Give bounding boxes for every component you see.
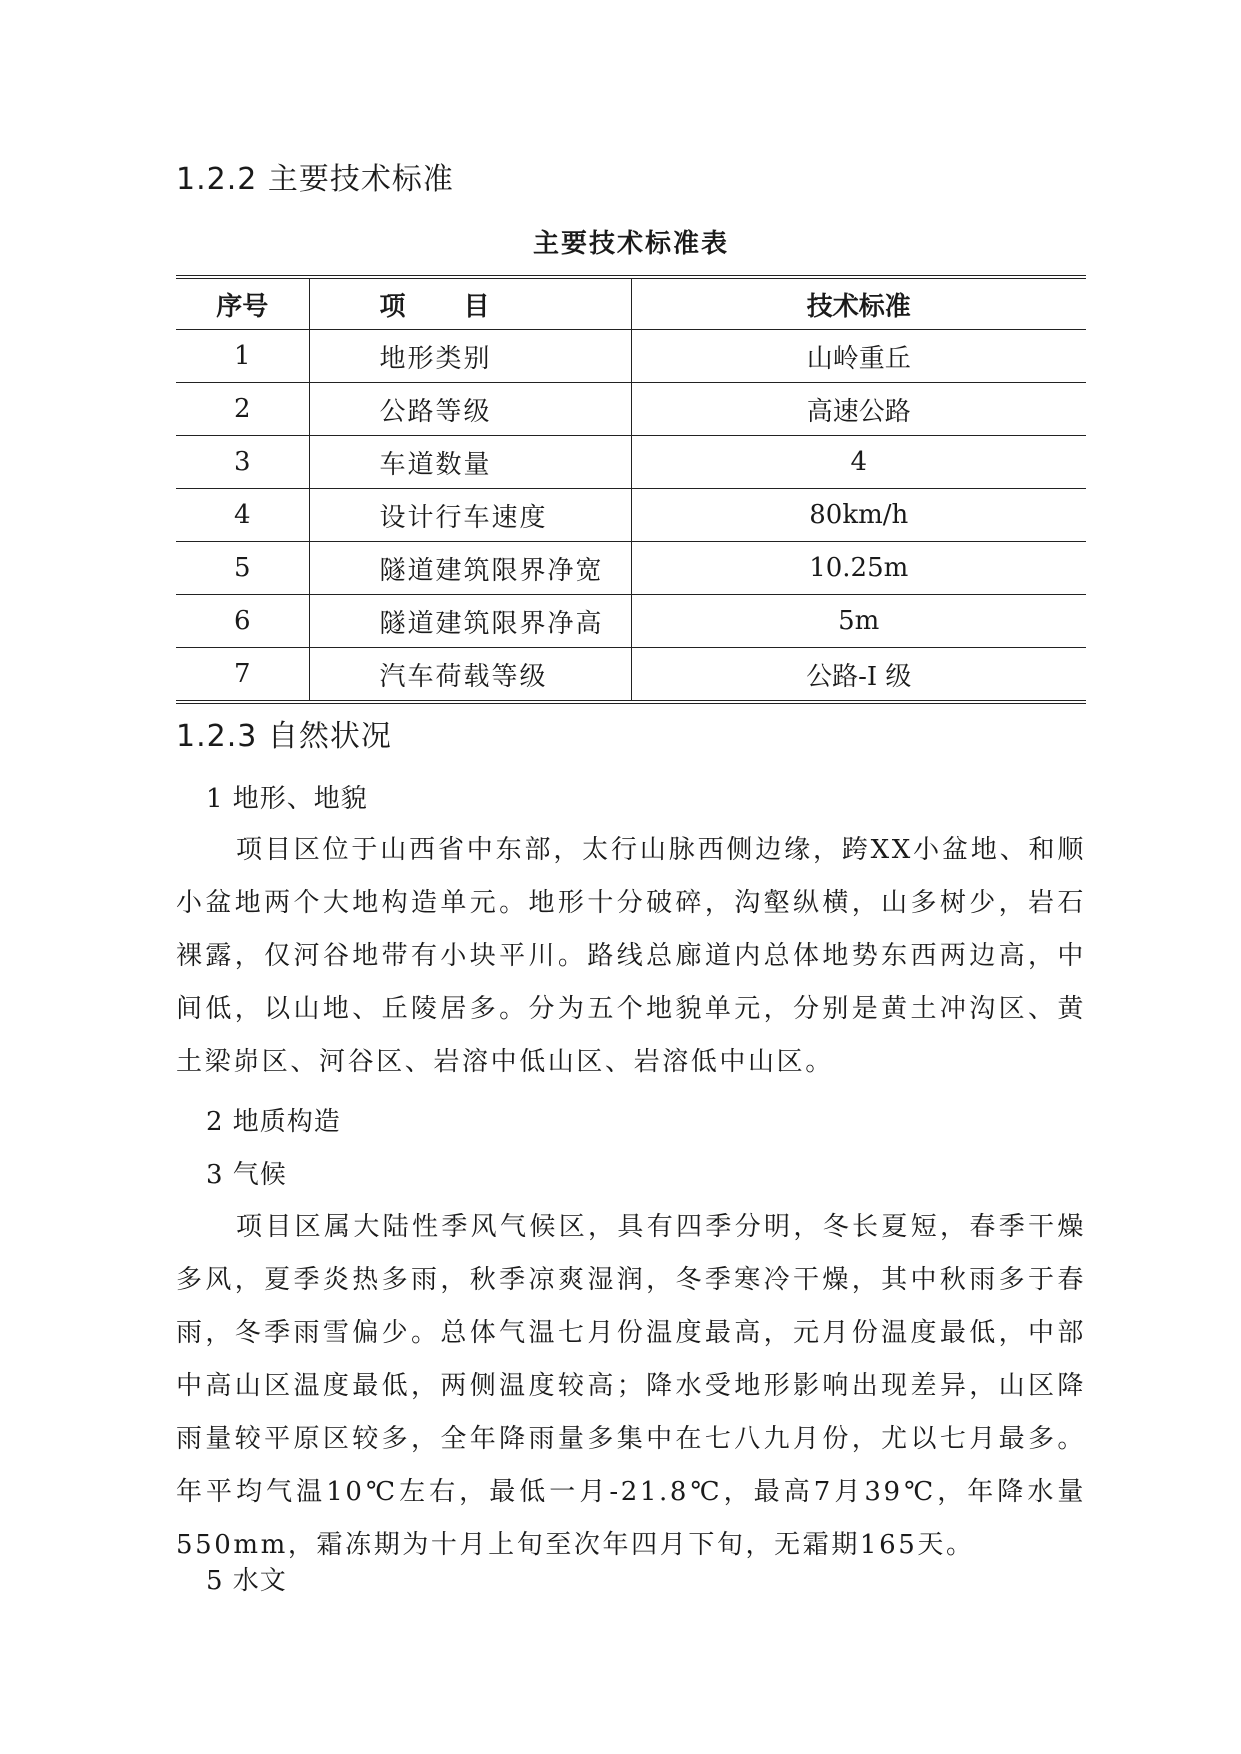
row-item: 公路等级 xyxy=(309,383,631,436)
row-no: 4 xyxy=(176,489,309,542)
subsection-title-hydrology: 5 水文 xyxy=(206,1566,287,1596)
row-no: 5 xyxy=(176,542,309,595)
row-standard: 公路-I 级 xyxy=(631,648,1086,703)
section-heading-1-2-2: 1.2.2 主要技术标准 xyxy=(176,162,454,197)
table-row xyxy=(176,648,1086,703)
section-heading-1-2-3: 1.2.3 自然状况 xyxy=(176,719,392,754)
subsection-title-geology: 2 地质构造 xyxy=(206,1107,341,1137)
row-item: 汽车荷载等级 xyxy=(309,648,631,703)
technical-standards-table xyxy=(176,275,1086,704)
row-no: 3 xyxy=(176,436,309,489)
table-row xyxy=(176,436,1086,489)
paragraph-climate: 项目区属大陆性季风气候区，具有四季分明，冬长夏短，春季干燥多风，夏季炎热多雨，秋季凉爽湿润，冬季寒冷干燥，其中秋雨多于春雨，冬季雨雪偏少。总体气温七月份温度最高，元月份温度最低，中部中高山区温度最低，两侧温度较高；降水受地形影响出现差异，山区降雨量较平原区较多，全年降雨量多集中在七八九月份，尤以七月最多。年平均气温10℃左右，最低一月-21.8℃，最高7月39℃，年降水量550mm，霜冻期为十月上旬至次年四月下旬，无霜期165天。 xyxy=(176,1212,1086,1560)
subsection-title-climate: 3 气候 xyxy=(206,1160,287,1190)
row-no: 1 xyxy=(176,330,309,383)
table-row xyxy=(176,595,1086,648)
row-standard: 10.25m xyxy=(631,542,1086,595)
row-item: 车道数量 xyxy=(309,436,631,489)
row-item: 地形类别 xyxy=(309,330,631,383)
table-row xyxy=(176,542,1086,595)
paragraph-terrain: 项目区位于山西省中东部，太行山脉西侧边缘，跨XX小盆地、和顺小盆地两个大地构造单元。地形十分破碎，沟壑纵横，山多树少，岩石裸露，仅河谷地带有小块平川。路线总廊道内总体地势东西两边高，中间低，以山地、丘陵居多。分为五个地貌单元，分别是黄土冲沟区、黄土梁峁区、河谷区、岩溶中低山区、岩溶低中山区。 xyxy=(176,835,1086,1077)
row-standard: 山岭重丘 xyxy=(631,330,1086,383)
row-no: 7 xyxy=(176,648,309,703)
row-item: 隧道建筑限界净高 xyxy=(309,595,631,648)
table-row xyxy=(176,383,1086,436)
subsection-title-terrain: 1 地形、地貌 xyxy=(206,784,368,814)
row-item: 设计行车速度 xyxy=(309,489,631,542)
header-no: 序号 xyxy=(176,277,309,330)
row-standard: 高速公路 xyxy=(631,383,1086,436)
row-no: 6 xyxy=(176,595,309,648)
row-item: 隧道建筑限界净宽 xyxy=(309,542,631,595)
table-row xyxy=(176,330,1086,383)
table-header-row xyxy=(176,277,1086,330)
row-no: 2 xyxy=(176,383,309,436)
row-standard: 80km/h xyxy=(631,489,1086,542)
table-row xyxy=(176,489,1086,542)
row-standard: 5m xyxy=(631,595,1086,648)
table-title: 主要技术标准表 xyxy=(532,229,729,259)
header-standard: 技术标准 xyxy=(631,277,1086,330)
header-item: 项 目 xyxy=(309,277,631,330)
row-standard: 4 xyxy=(631,436,1086,489)
